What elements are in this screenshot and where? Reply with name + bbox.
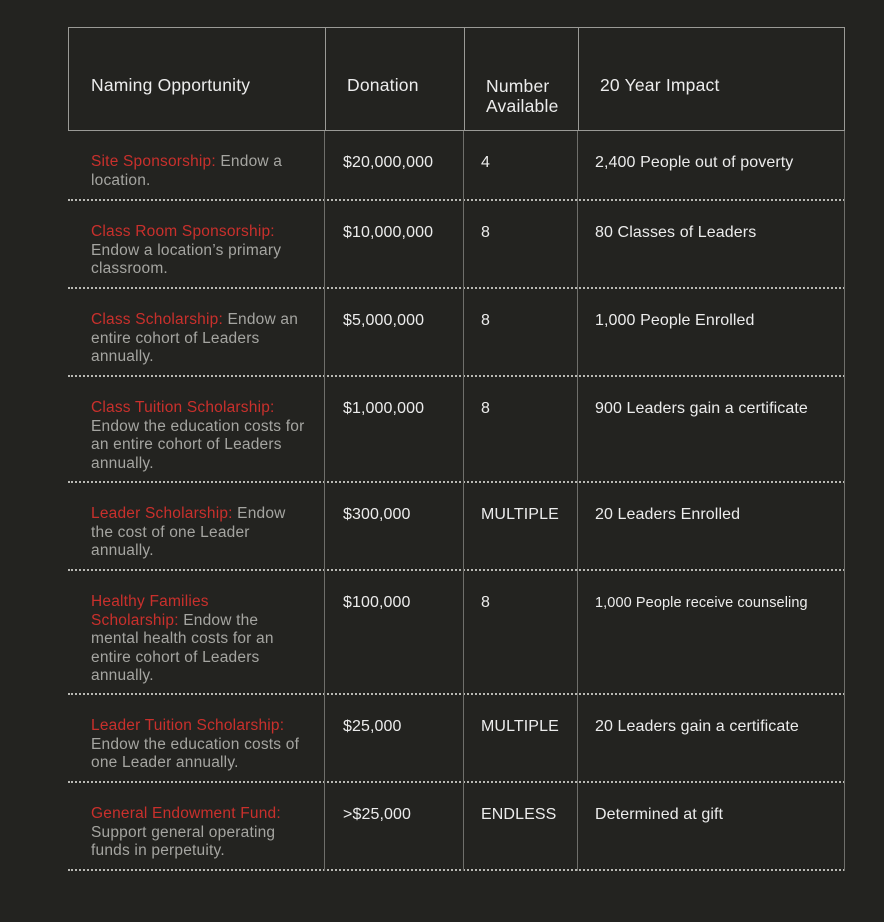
table-row bbox=[68, 483, 845, 571]
table-row bbox=[68, 571, 845, 695]
number-available-value: MULTIPLE bbox=[481, 718, 559, 735]
opportunity-cell bbox=[91, 399, 306, 473]
table-row bbox=[68, 783, 845, 871]
opportunity-description: Endow the cost of one Leader annually. bbox=[91, 505, 286, 559]
donation-value: $5,000,000 bbox=[343, 312, 425, 329]
table-row bbox=[68, 377, 845, 483]
header-opportunity: Naming Opportunity bbox=[91, 75, 251, 95]
donation-value: $20,000,000 bbox=[343, 154, 434, 171]
number-available-value: MULTIPLE bbox=[481, 506, 559, 523]
opportunity-cell bbox=[91, 717, 306, 773]
impact-value: 1,000 People receive counseling bbox=[595, 595, 808, 611]
impact-value: 20 Leaders Enrolled bbox=[595, 506, 741, 523]
header-cell-number bbox=[464, 28, 578, 130]
opportunity-cell bbox=[91, 805, 306, 861]
header-donation: Donation bbox=[347, 75, 419, 95]
table-row bbox=[68, 201, 845, 289]
naming-opportunities-table bbox=[68, 27, 845, 871]
table-row bbox=[68, 289, 845, 377]
donation-value: $1,000,000 bbox=[343, 400, 425, 417]
opportunity-description: Endow a location. bbox=[91, 153, 283, 189]
opportunity-description: Endow the education costs of one Leader annually. bbox=[91, 735, 300, 771]
donation-value: $100,000 bbox=[343, 594, 411, 611]
opportunity-name: General Endowment Fund: bbox=[91, 805, 281, 822]
header-cell-donation bbox=[325, 28, 464, 130]
number-available-value: 4 bbox=[481, 154, 490, 171]
header-cell-opportunity bbox=[69, 28, 325, 130]
number-available-value: 8 bbox=[481, 594, 490, 611]
opportunity-name: Class Room Sponsorship: bbox=[91, 223, 275, 240]
donation-value: $10,000,000 bbox=[343, 224, 434, 241]
opportunity-name: Healthy Families Scholarship: bbox=[91, 593, 209, 629]
opportunity-cell bbox=[91, 311, 306, 367]
impact-value: Determined at gift bbox=[595, 806, 724, 823]
table-row bbox=[68, 695, 845, 783]
impact-value: 900 Leaders gain a certificate bbox=[595, 400, 808, 417]
impact-value: 20 Leaders gain a certificate bbox=[595, 718, 799, 735]
opportunity-name: Leader Tuition Scholarship: bbox=[91, 717, 285, 734]
opportunity-name: Class Tuition Scholarship: bbox=[91, 399, 275, 416]
impact-value: 2,400 People out of poverty bbox=[595, 154, 794, 171]
header-cell-impact bbox=[578, 28, 846, 130]
table-header bbox=[68, 27, 845, 131]
opportunity-name: Class Scholarship: bbox=[91, 311, 223, 328]
opportunity-cell bbox=[91, 223, 306, 279]
number-available-value: 8 bbox=[481, 400, 490, 417]
opportunity-cell bbox=[91, 153, 306, 190]
opportunity-cell bbox=[91, 505, 306, 561]
header-number-available: Number Available bbox=[486, 76, 559, 116]
donation-value: $25,000 bbox=[343, 718, 402, 735]
opportunity-description: Endow the mental health costs for an entire cohort of Leaders annually. bbox=[91, 611, 274, 684]
header-impact: 20 Year Impact bbox=[600, 75, 720, 95]
number-available-value: 8 bbox=[481, 312, 490, 329]
impact-value: 80 Classes of Leaders bbox=[595, 224, 757, 241]
opportunity-description: Endow a location’s primary classroom. bbox=[91, 241, 282, 277]
opportunity-name: Leader Scholarship: bbox=[91, 505, 233, 522]
donation-value: >$25,000 bbox=[343, 806, 411, 823]
opportunity-name: Site Sponsorship: bbox=[91, 153, 216, 170]
number-available-value: 8 bbox=[481, 224, 490, 241]
impact-value: 1,000 People Enrolled bbox=[595, 312, 755, 329]
opportunity-description: Endow an entire cohort of Leaders annually. bbox=[91, 311, 299, 365]
opportunity-description: Endow the education costs for an entire cohort of Leaders annually. bbox=[91, 417, 305, 472]
opportunity-cell bbox=[91, 593, 296, 686]
opportunity-description: Support general operating funds in perpetuity. bbox=[91, 823, 276, 859]
donation-value: $300,000 bbox=[343, 506, 411, 523]
table-row bbox=[68, 131, 845, 201]
number-available-value: ENDLESS bbox=[481, 806, 557, 823]
